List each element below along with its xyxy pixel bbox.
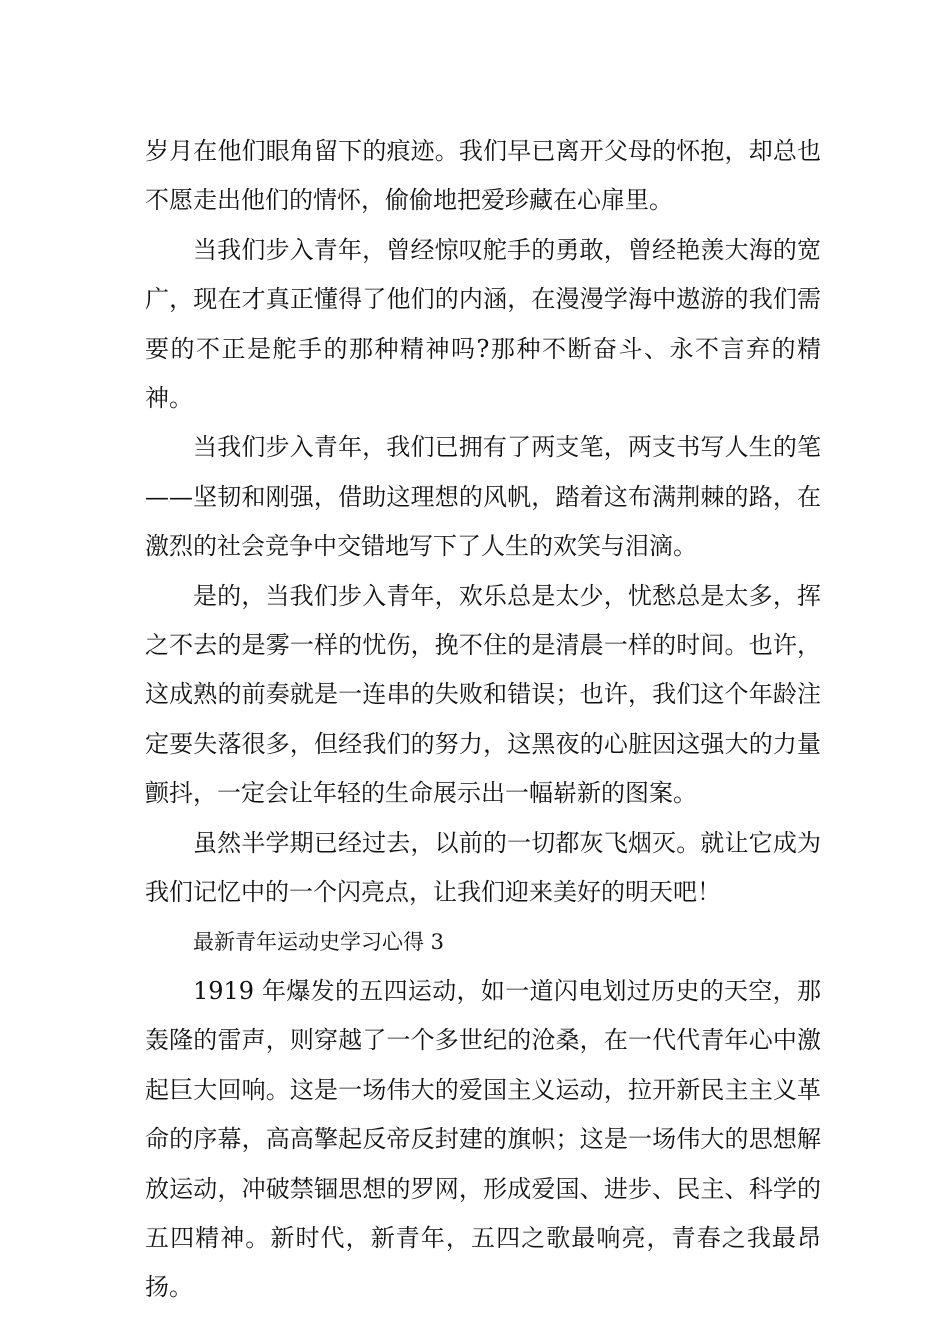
paragraph-3: 当我们步入青年，我们已拥有了两支笔，两支书写人生的笔——坚韧和刚强，借助这理想的风帆，踏着这布满荆棘的路，在激烈的社会竞争中交错地写下了人生的欢笑与泪滴。 bbox=[145, 433, 821, 561]
paragraph-1: 岁月在他们眼角留下的痕迹。我们早已离开父母的怀抱，却总也不愿走出他们的情怀，偷偷地把爱珍藏在心扉里。 bbox=[145, 137, 821, 215]
paragraph-4: 是的，当我们步入青年，欢乐总是太少，忧愁总是太多，挥之不去的是雾一样的忧伤，挽不住的是清晨一样的时间。也许，这成熟的前奏就是一连串的失败和错误；也许，我们这个年龄注定要失落很多，但经我们的努力，这黑夜的心脏因这强大的力量颤抖，一定会让年轻的生命展示出一幅崭新的图案。 bbox=[145, 581, 821, 808]
paragraph-2: 当我们步入青年，曾经惊叹舵手的勇敢，曾经艳羡大海的宽广，现在才真正懂得了他们的内涵，在漫漫学海中遨游的我们需要的不正是舵手的那种精神吗?那种不断奋斗、永不言弃的精神。 bbox=[145, 235, 821, 413]
paragraph-6: 1919 年爆发的五四运动，如一道闪电划过历史的天空，那轰隆的雷声，则穿越了一个多世纪的沧桑，在一代代青年心中激起巨大回响。这是一场伟大的爱国主义运动，拉开新民主主义革命的序幕，高高擎起反帝反封建的旗帜；这是一场伟大的思想解放运动，冲破禁锢思想的罗网，形成爱国、进步、民主、科学的五四精神。新时代，新青年，五四之歌最响亮，青春之我最昂扬。 bbox=[145, 976, 821, 1302]
section-heading: 最新青年运动史学习心得 3 bbox=[193, 929, 445, 954]
document-body bbox=[145, 127, 821, 1313]
paragraph-5: 虽然半学期已经过去，以前的一切都灰飞烟灭。就让它成为我们记忆中的一个闪亮点，让我们迎来美好的明天吧！ bbox=[145, 828, 821, 907]
